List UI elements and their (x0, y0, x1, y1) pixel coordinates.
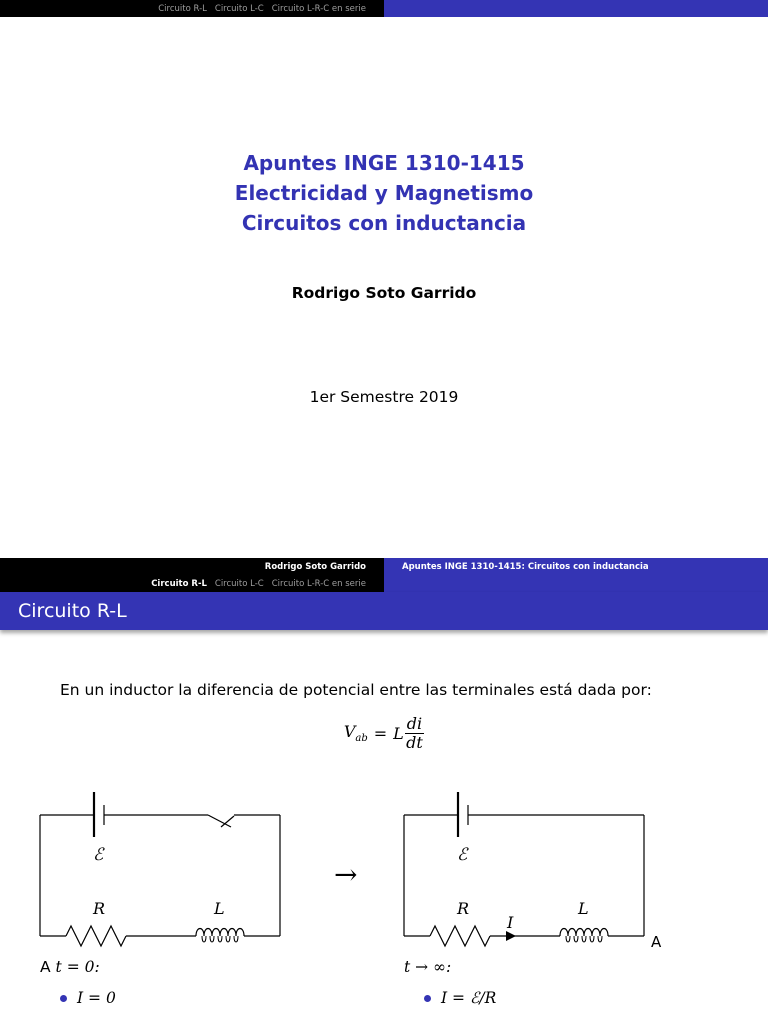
nav-section-lc[interactable]: Circuito L-C (214, 3, 264, 14)
nav-section-lc[interactable]: Circuito L-C (214, 578, 264, 589)
title-block (0, 148, 768, 238)
section-nav (0, 0, 384, 17)
author: Rodrigo Soto Garrido (291, 284, 477, 302)
top-navbar (0, 0, 768, 17)
inductor-label: L (214, 899, 225, 918)
section-nav-slide2 (0, 575, 384, 592)
formula-denominator: dt (406, 733, 423, 752)
formula-lhs: $V_{ab}$ (343, 722, 368, 745)
left-caption-prefix: A (40, 958, 51, 976)
bullet-icon (60, 995, 67, 1002)
nav-section-lrc[interactable]: Circuito L-R-C en serie (271, 578, 366, 589)
right-bullet-text: I = ℰ/R (441, 989, 497, 1007)
formula-numerator: di (406, 714, 423, 733)
footer-bar (0, 558, 768, 575)
circuit-closed-switch (400, 780, 650, 950)
inductor-voltage-formula (0, 715, 768, 752)
title-line-2: Electricidad y Magnetismo (234, 181, 534, 205)
date: 1er Semestre 2019 (309, 388, 459, 406)
right-bullet-item (424, 989, 496, 1007)
inductor-label: L (578, 899, 589, 918)
emf-label: ℰ (457, 845, 468, 865)
frame-title: Circuito R-L (0, 592, 768, 630)
left-bullet-text: I = 0 (77, 989, 116, 1007)
nav-section-lrc[interactable]: Circuito L-R-C en serie (271, 3, 366, 14)
left-bullet-item (60, 989, 116, 1007)
title-line-1: Apuntes INGE 1310-1415 (243, 151, 525, 175)
resistor-label: R (457, 899, 470, 918)
right-caption-condition: t → ∞: (404, 958, 452, 976)
current-arrow-icon (506, 931, 516, 941)
formula-equals: = (373, 724, 388, 743)
navbar-accent (384, 575, 768, 592)
current-label: I (507, 913, 514, 932)
point-a-label: A (651, 933, 662, 951)
top-navbar-slide2 (0, 575, 768, 592)
footer-author: Rodrigo Soto Garrido (0, 558, 384, 575)
formula-coef: L (393, 724, 404, 743)
emf-label: ℰ (93, 845, 104, 865)
title-line-3: Circuitos con inductancia (241, 211, 527, 235)
left-caption-condition: t = 0: (55, 958, 100, 976)
transition-arrow: → (334, 858, 358, 891)
nav-section-rl-active[interactable]: Circuito R-L (151, 578, 207, 589)
navbar-accent (384, 0, 768, 17)
nav-section-rl[interactable]: Circuito R-L (158, 3, 207, 14)
resistor-label: R (93, 899, 106, 918)
bullet-icon (424, 995, 431, 1002)
intro-text: En un inductor la diferencia de potencial entre las terminales está dada por: (60, 681, 652, 699)
formula-fraction (405, 715, 424, 752)
circuit-open-switch (36, 780, 286, 950)
right-caption (404, 958, 451, 976)
footer-short-title: Apuntes INGE 1310-1415: Circuitos con inductancia (384, 558, 768, 575)
left-caption (40, 958, 100, 976)
